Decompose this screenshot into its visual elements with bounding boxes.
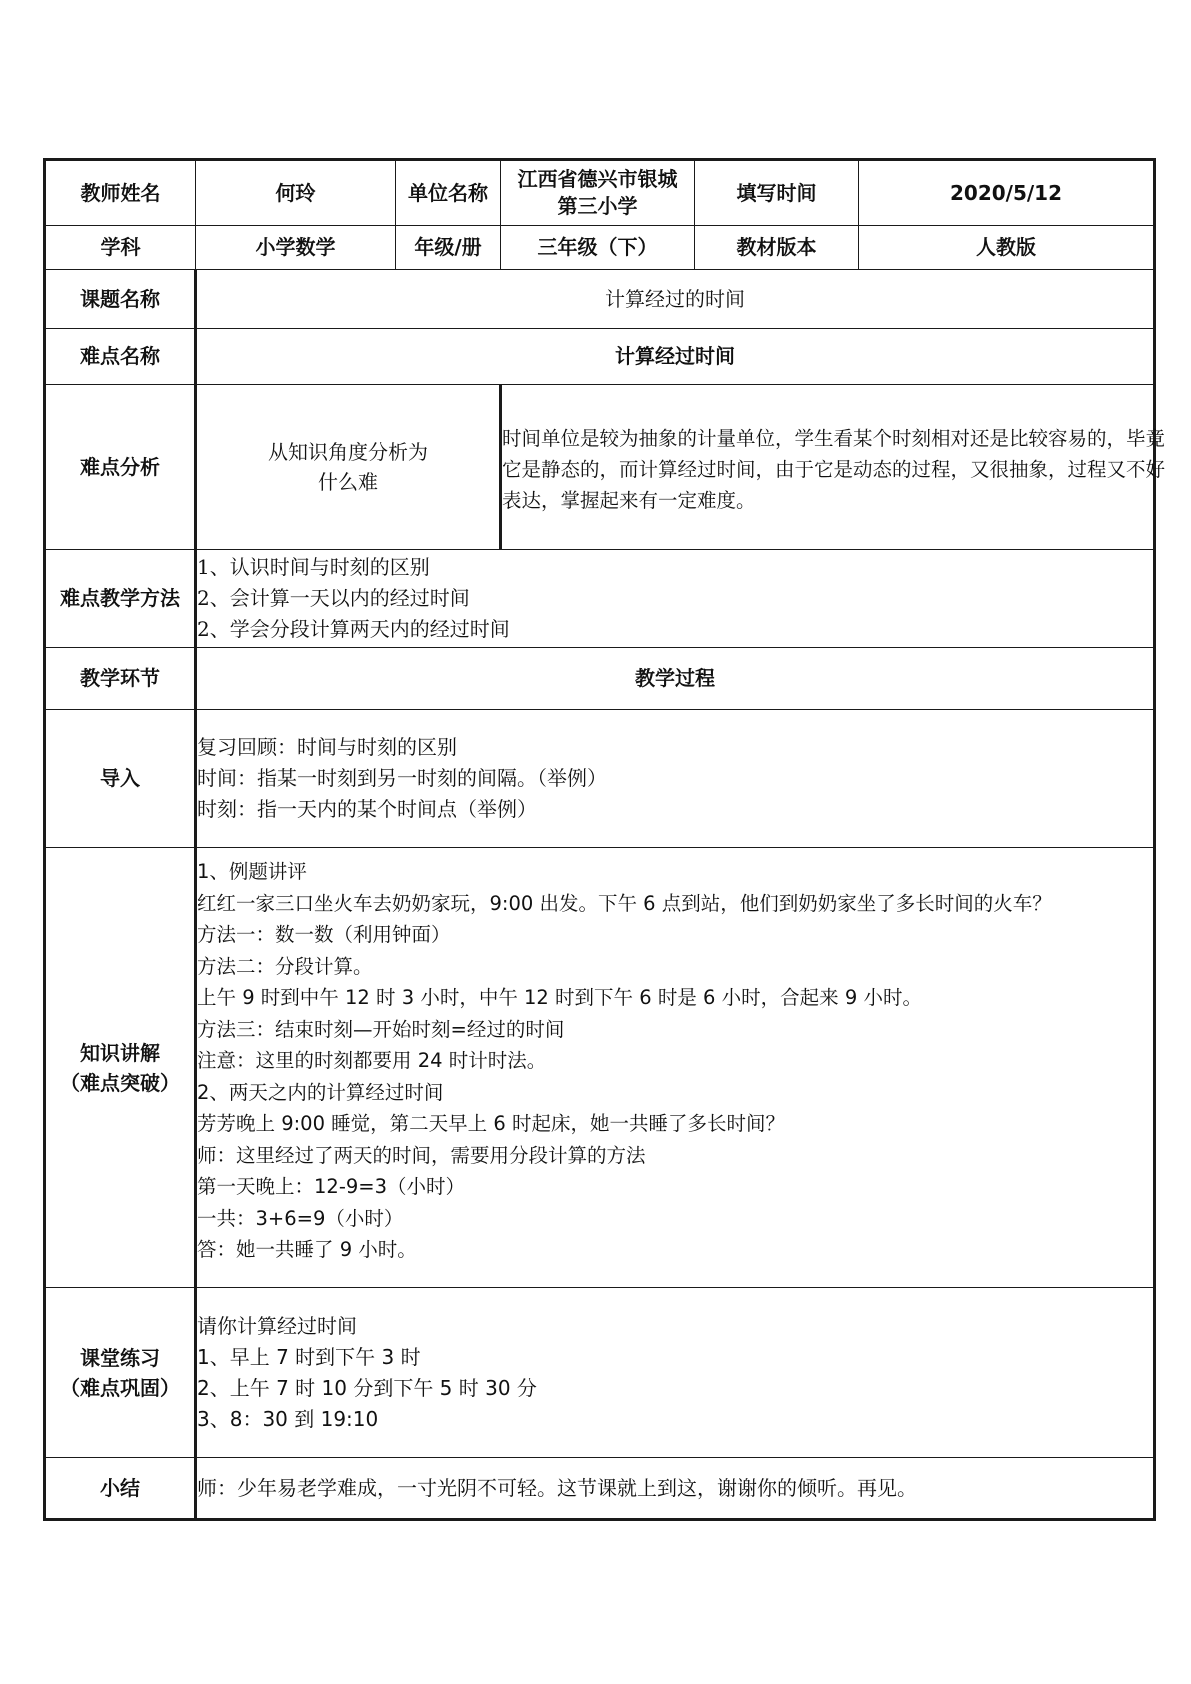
unit-name-line-1: 江西省德兴市银城 [517,167,678,191]
fill-date-label: 填写时间 [695,160,859,226]
knowledge-line: 方法一：数一数（利用钟面） [197,923,451,946]
lesson-plan-table [43,158,1166,1521]
info-row-1 [45,160,1155,226]
difficulty-analysis-row [45,385,1155,550]
intro-line: 时刻：指一天内的某个时间点（举例） [197,797,537,821]
analysis-content [501,385,1166,550]
edition-value: 人教版 [859,226,1155,270]
difficulty-name-value: 计算经过时间 [196,329,1155,385]
knowledge-line: 注意：这里的时刻都要用 24 时计时法。 [197,1049,547,1072]
knowledge-label-line-2: （难点突破） [60,1070,180,1095]
practice-row [45,1288,1155,1458]
knowledge-line: 师：这里经过了两天的时间，需要用分段计算的方法 [197,1143,646,1167]
difficulty-name-row [45,329,1155,385]
knowledge-line: 第一天晚上：12-9=3（小时） [197,1175,466,1198]
intro-line: 时间：指某一时刻到另一时刻的间隔。（举例） [197,766,607,790]
unit-name-label: 单位名称 [396,160,501,226]
knowledge-content [196,848,1155,1288]
teaching-method-label: 难点教学方法 [45,550,196,648]
topic-label: 课题名称 [45,270,196,329]
practice-line: 1、早上 7 时到下午 3 时 [197,1344,421,1369]
intro-content [196,710,1155,848]
summary-content: 师：少年易老学难成，一寸光阴不可轻。这节课就上到这，谢谢你的倾听。再见。 [196,1458,1155,1520]
teacher-name-value: 何玲 [196,160,396,226]
summary-row [45,1458,1155,1520]
knowledge-row [45,848,1155,1288]
difficulty-analysis-label: 难点分析 [45,385,196,550]
method-line: 1、认识时间与时刻的区别 [197,555,430,579]
knowledge-line: 1、例题讲评 [197,860,307,883]
unit-name-line-2: 第三小学 [557,194,638,218]
fill-date-value: 2020/5/12 [859,160,1155,226]
knowledge-line: 芳芳晚上 9:00 睡觉，第二天早上 6 时起床，她一共睡了多长时间？ [197,1112,785,1135]
practice-label [45,1288,196,1458]
practice-label-line-2: （难点巩固） [60,1375,180,1400]
method-line: 2、学会分段计算两天内的经过时间 [197,617,510,641]
intro-line: 复习回顾：时间与时刻的区别 [197,735,457,759]
intro-row [45,710,1155,848]
edition-label: 教材版本 [695,226,859,270]
subject-value: 小学数学 [196,226,396,270]
method-line: 2、会计算一天以内的经过时间 [197,586,470,610]
teacher-name-label: 教师姓名 [45,160,196,226]
teaching-process-label: 教学过程 [196,648,1155,710]
summary-label: 小结 [45,1458,196,1520]
analysis-sub-label-line-2: 什么难 [318,470,378,494]
subject-label: 学科 [45,226,196,270]
difficulty-name-label: 难点名称 [45,329,196,385]
knowledge-label [45,848,196,1288]
teaching-method-row [45,550,1155,648]
knowledge-line: 一共：3+6=9（小时） [197,1206,404,1230]
grade-value: 三年级（下） [501,226,695,270]
grade-label: 年级/册 [396,226,501,270]
topic-value: 计算经过的时间 [196,270,1155,329]
knowledge-line: 上午 9 时到中午 12 时 3 小时，中午 12 时到下午 6 时是 6 小时，合起来 9 小时。 [197,986,922,1009]
analysis-sub-label-line-1: 从知识角度分析为 [268,440,428,464]
practice-line: 3、8：30 到 19:10 [197,1406,379,1431]
knowledge-line: 方法二：分段计算。 [197,954,373,978]
analysis-line: 时间单位是较为抽象的计量单位，学生看某个时刻相对还是比较容易的，毕竟 [502,427,1166,450]
knowledge-line: 答：她一共睡了 9 小时。 [197,1238,417,1261]
teaching-method-content [196,550,1155,648]
practice-label-line-1: 课堂练习 [80,1345,160,1370]
knowledge-label-line-1: 知识讲解 [80,1040,160,1065]
analysis-sub-label [196,385,501,550]
analysis-line: 它是静态的，而计算经过时间，由于它是动态的过程，又很抽象，过程又不好 [502,458,1166,482]
teaching-stage-label: 教学环节 [45,648,196,710]
intro-label: 导入 [45,710,196,848]
knowledge-line: 红红一家三口坐火车去奶奶家玩，9:00 出发。下午 6 点到站，他们到奶奶家坐了多长时间的火车？ [197,891,1052,915]
practice-line: 请你计算经过时间 [197,1313,357,1338]
practice-line: 2、上午 7 时 10 分到下午 5 时 30 分 [197,1375,537,1400]
analysis-line: 表达，掌握起来有一定难度。 [502,489,756,513]
process-header-row [45,648,1155,710]
unit-name-value [501,160,695,226]
topic-row [45,270,1155,329]
knowledge-line: 2、两天之内的计算经过时间 [197,1080,444,1104]
knowledge-line: 方法三：结束时刻—开始时刻=经过的时间 [197,1017,565,1041]
practice-content [196,1288,1155,1458]
info-row-2 [45,226,1155,270]
